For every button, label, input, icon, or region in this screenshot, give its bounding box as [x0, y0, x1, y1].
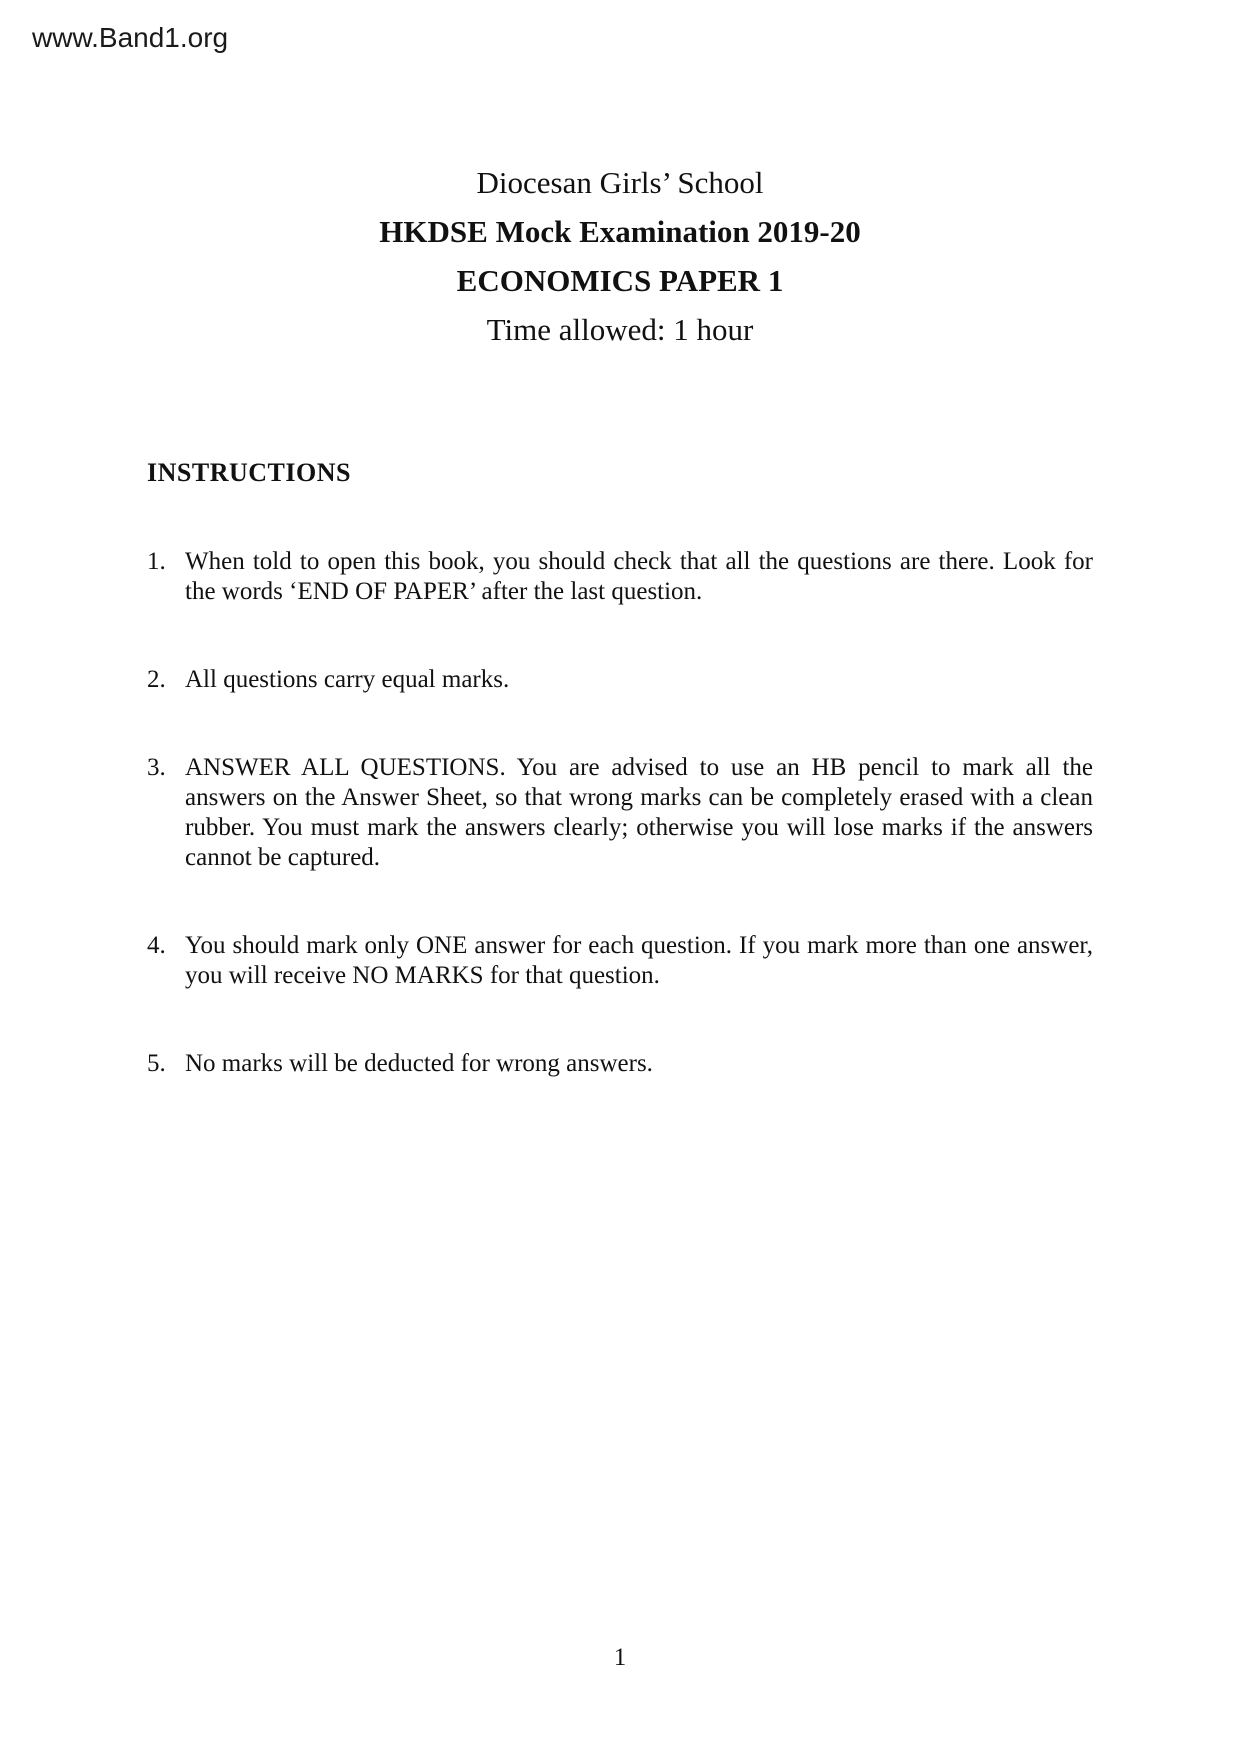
instruction-item-5: [147, 1049, 1093, 1079]
instructions-list: [147, 547, 1093, 1137]
instruction-number: 1.: [147, 548, 166, 575]
exam-title: HKDSE Mock Examination 2019-20: [379, 214, 861, 249]
instruction-text: All questions carry equal marks.: [185, 666, 510, 693]
instruction-number: 5.: [147, 1050, 166, 1077]
instruction-text: ANSWER ALL QUESTIONS. You are advised to use an HB pencil to mark all the answers on the Answer Sheet, so that wrong marks can be completely erased with a clean rubber. You must mark the answers clearly; otherwise you will lose marks if the answers cannot be captured.: [185, 754, 1093, 871]
title-block: [147, 158, 1093, 354]
instruction-text: When told to open this book, you should check that all the questions are there. Look for the words ‘END OF PAPER’ after the last question.: [185, 548, 1093, 605]
instruction-text: No marks will be deducted for wrong answers.: [185, 1050, 653, 1077]
instruction-item-2: [147, 665, 1093, 695]
instructions-heading: INSTRUCTIONS: [147, 458, 351, 487]
instruction-item-3: [147, 753, 1093, 873]
page-number: 1: [613, 1644, 627, 1671]
instruction-number: 4.: [147, 932, 166, 959]
website-watermark: www.Band1.org: [32, 22, 229, 53]
paper-title: ECONOMICS PAPER 1: [456, 263, 784, 298]
instruction-number: 2.: [147, 666, 166, 693]
instruction-number: 3.: [147, 754, 166, 781]
time-allowed: Time allowed: 1 hour: [486, 312, 754, 347]
instruction-item-1: [147, 547, 1093, 607]
instruction-text: You should mark only ONE answer for each question. If you mark more than one answer, you will receive NO MARKS for that question.: [185, 932, 1093, 989]
instruction-item-4: [147, 931, 1093, 991]
school-name: Diocesan Girls’ School: [476, 165, 764, 200]
